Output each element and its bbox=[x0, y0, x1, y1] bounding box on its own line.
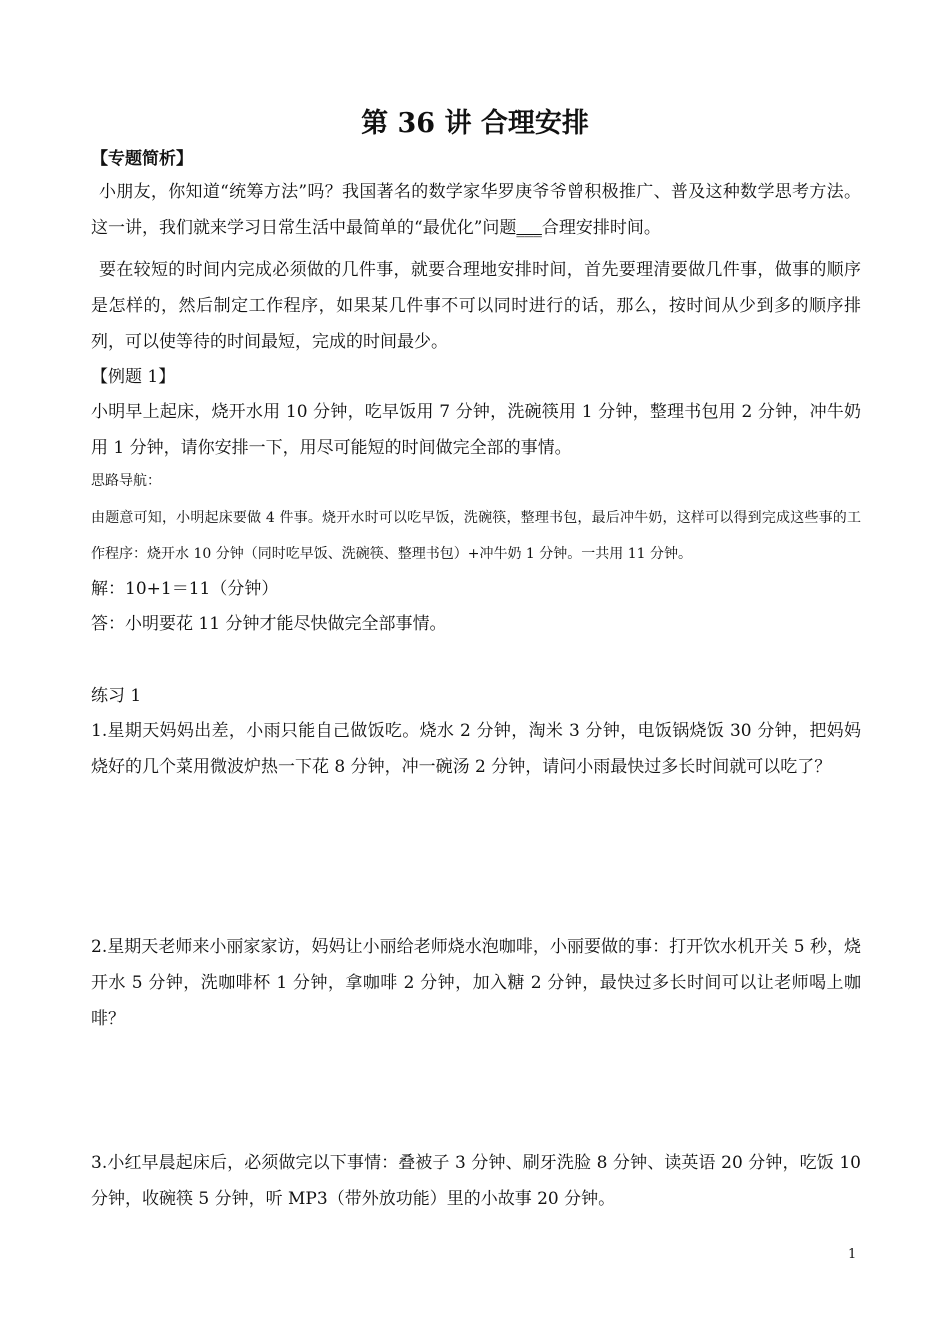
practice-question-2: 2.星期天老师来小丽家家访，妈妈让小丽给老师烧水泡咖啡，小丽要做的事：打开饮水机开关 5 秒，烧开水 5 分钟，洗咖啡杯 1 分钟，拿咖啡 2 分钟，加入糖 2 分钟，最快过多长时间可以让老师喝上咖啡？ bbox=[91, 937, 861, 1029]
section-heading: 【专题简析】 bbox=[91, 149, 193, 169]
intro-paragraph-1 bbox=[91, 174, 861, 246]
intro-text: 小朋友，你知道“统筹方法”吗？我国著名的数学家华罗庚爷爷曾积极推广、普及这种数学思考方法。这一讲，我们就来学习日常生活中最简单的“最优化”问题 bbox=[91, 182, 861, 238]
example-question: 小明早上起床，烧开水用 10 分钟，吃早饭用 7 分钟，洗碗筷用 1 分钟，整理书包用 2 分钟，冲牛奶用 1 分钟，请你安排一下，用尽可能短的时间做完全部的事情。 bbox=[91, 402, 861, 458]
page-title: 第 36 讲 合理安排 bbox=[361, 108, 589, 139]
practice-heading: 练习 1 bbox=[91, 686, 142, 706]
intro-text-end: 合理安排时间。 bbox=[541, 218, 661, 238]
intro-blank: ___ bbox=[516, 218, 542, 238]
solution: 解：10+1＝11（分钟） bbox=[91, 579, 279, 599]
practice-question-1: 1.星期天妈妈出差，小雨只能自己做饭吃。烧水 2 分钟，淘米 3 分钟，电饭锅烧饭 30 分钟，把妈妈烧好的几个菜用微波炉热一下花 8 分钟，冲一碗汤 2 分钟，请问小雨最快过多长时间就可以吃了？ bbox=[91, 721, 861, 777]
hint-label: 思路导航： bbox=[91, 473, 161, 489]
answer: 答：小明要花 11 分钟才能尽快做完全部事情。 bbox=[91, 614, 447, 634]
hint-text: 由题意可知，小明起床要做 4 件事。烧开水时可以吃早饭，洗碗筷，整理书包，最后冲牛奶，这样可以得到完成这些事的工作程序：烧开水 10 分钟（同时吃早饭、洗碗筷、整理书包）+冲牛奶 1 分钟。一共用 11 分钟。 bbox=[91, 510, 861, 562]
practice-question-3: 3.小红早晨起床后，必须做完以下事情：叠被子 3 分钟、刷牙洗脸 8 分钟、读英语 20 分钟，吃饭 10 分钟，收碗筷 5 分钟，听 MP3（带外放功能）里的小故事 20 分钟。 bbox=[91, 1153, 861, 1209]
example-heading: 【例题 1】 bbox=[91, 367, 176, 387]
intro-paragraph-2: 要在较短的时间内完成必须做的几件事，就要合理地安排时间，首先要理清要做几件事，做事的顺序是怎样的，然后制定工作程序，如果某几件事不可以同时进行的话，那么，按时间从少到多的顺序排列，可以使等待的时间最短，完成的时间最少。 bbox=[91, 260, 861, 352]
page-number: 1 bbox=[848, 1247, 857, 1262]
